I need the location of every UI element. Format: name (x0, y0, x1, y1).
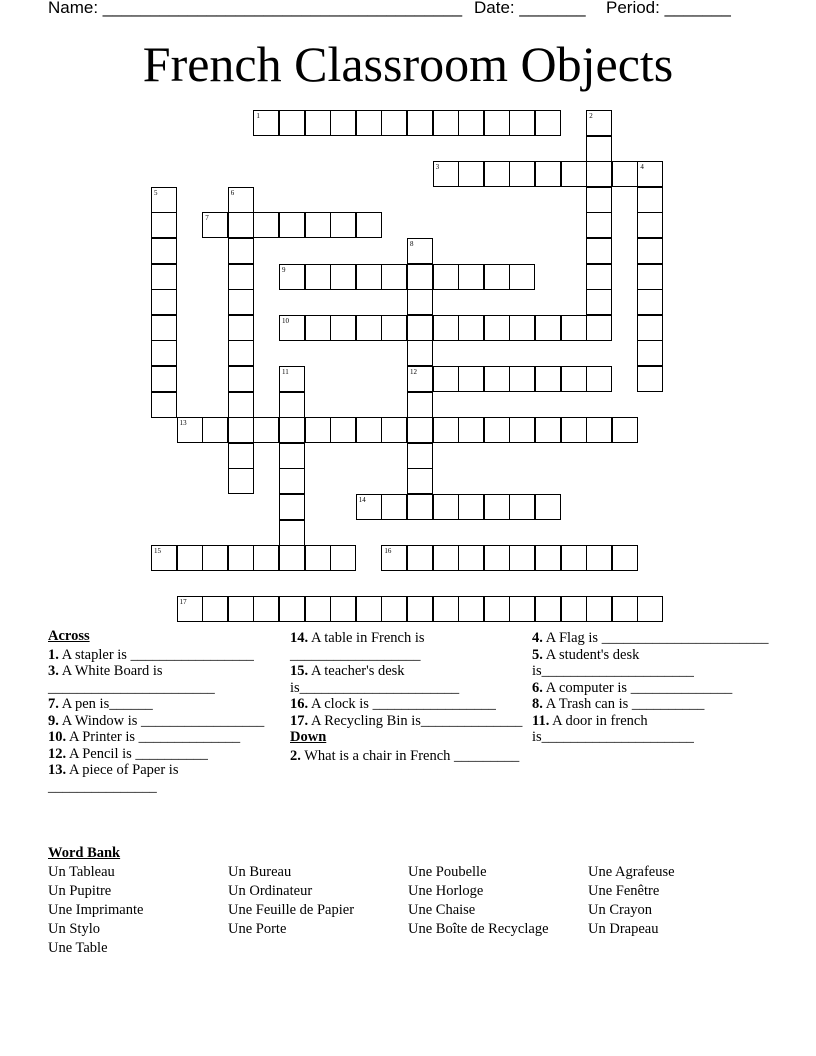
crossword-cell[interactable] (433, 264, 459, 290)
crossword-cell[interactable] (253, 545, 279, 571)
clue-text: A White Board is (58, 663, 163, 679)
clue-number-label: 2. (290, 747, 301, 764)
crossword-cell[interactable] (151, 340, 177, 366)
crossword-cell[interactable] (151, 238, 177, 264)
crossword-cell[interactable] (279, 366, 305, 392)
clue-item (48, 647, 288, 664)
crossword-cell[interactable] (433, 596, 459, 622)
crossword-cell[interactable] (586, 187, 612, 213)
clue-number-label: 14. (290, 630, 309, 646)
crossword-cell[interactable] (586, 264, 612, 290)
crossword-cell[interactable] (509, 417, 535, 443)
clue-text: A student's desk is (532, 646, 640, 679)
crossword-cell[interactable] (484, 545, 510, 571)
crossword-cell[interactable] (484, 417, 510, 443)
crossword-cell[interactable] (330, 417, 356, 443)
clue-number: 14 (358, 496, 366, 504)
answer-blank[interactable]: __________ (135, 745, 208, 762)
crossword-cell[interactable] (279, 468, 305, 494)
crossword-cell[interactable] (330, 110, 356, 136)
answer-blank[interactable]: ______________ (420, 712, 523, 729)
clue-text: What is a chair in French (300, 747, 455, 764)
clue-text: A computer is (542, 679, 631, 696)
crossword-cell[interactable] (586, 161, 612, 187)
crossword-cell[interactable] (612, 596, 638, 622)
crossword-cell[interactable] (151, 392, 177, 418)
crossword-cell[interactable] (305, 110, 331, 136)
clue-item (48, 713, 288, 730)
crossword-cell[interactable] (637, 212, 663, 238)
clue-number: 8 (410, 240, 414, 248)
clue-item (48, 696, 288, 713)
crossword-cell[interactable] (177, 417, 203, 443)
clue-number-label: 11. (532, 712, 550, 729)
crossword-cell[interactable] (228, 187, 254, 213)
clue-number-label: 7. (48, 696, 59, 712)
clue-number: 9 (282, 265, 286, 274)
crossword-cell[interactable] (561, 596, 587, 622)
clue-number-label: 13. (48, 762, 67, 778)
clue-number-label: 9. (48, 712, 59, 729)
clue-item (48, 746, 288, 763)
crossword-cell[interactable] (433, 161, 459, 187)
crossword-cell[interactable] (407, 468, 433, 494)
crossword-cell[interactable] (305, 315, 331, 341)
crossword-cell[interactable] (305, 417, 331, 443)
clue-text: A Recycling Bin is (308, 712, 421, 729)
clue-number-label: 12. (48, 745, 67, 762)
crossword-cell[interactable] (151, 289, 177, 315)
crossword-cell[interactable] (151, 315, 177, 341)
crossword-cell[interactable] (433, 110, 459, 136)
crossword-cell[interactable] (381, 494, 407, 520)
clue-number: 17 (179, 598, 187, 607)
crossword-cell[interactable] (637, 238, 663, 264)
crossword-cell[interactable] (279, 596, 305, 622)
clue-number: 15 (154, 547, 161, 556)
clue-number-label: 1. (48, 646, 59, 663)
crossword-cell[interactable] (433, 366, 459, 392)
crossword-cell[interactable] (330, 596, 356, 622)
crossword-cell[interactable] (637, 596, 663, 622)
crossword-cell[interactable] (637, 340, 663, 366)
word-bank-item: Un Pupitre (48, 883, 112, 899)
crossword-cell[interactable] (407, 264, 433, 290)
clue-text: A Printer is (66, 729, 139, 745)
crossword-cell[interactable] (330, 545, 356, 571)
clue-text: A Trash can is (542, 696, 632, 712)
word-bank-item: Une Porte (228, 921, 287, 937)
crossword-cell[interactable] (561, 315, 587, 341)
crossword-cell[interactable] (484, 366, 510, 392)
crossword-cell[interactable] (535, 545, 561, 571)
crossword-cell[interactable] (381, 545, 407, 571)
crossword-cell[interactable] (586, 212, 612, 238)
answer-blank[interactable]: ______________ (630, 679, 733, 696)
crossword-cell[interactable] (356, 110, 382, 136)
crossword-cell[interactable] (381, 110, 407, 136)
crossword-cell[interactable] (586, 289, 612, 315)
crossword-cell[interactable] (433, 315, 459, 341)
crossword-cell[interactable] (637, 264, 663, 290)
clue-item (532, 680, 772, 697)
crossword-cell[interactable] (151, 366, 177, 392)
crossword-cell[interactable] (535, 110, 561, 136)
crossword-cell[interactable] (151, 187, 177, 213)
crossword-cell[interactable] (356, 315, 382, 341)
crossword-cell[interactable] (407, 443, 433, 469)
crossword-cell[interactable] (433, 494, 459, 520)
crossword-cell[interactable] (458, 110, 484, 136)
crossword-cell[interactable] (381, 596, 407, 622)
crossword-cell[interactable] (561, 417, 587, 443)
clue-text: A piece of Paper is (66, 762, 179, 778)
crossword-cell[interactable] (637, 366, 663, 392)
crossword-cell[interactable] (381, 264, 407, 290)
crossword-cell[interactable] (509, 110, 535, 136)
crossword-cell[interactable] (356, 417, 382, 443)
clue-number: 7 (205, 214, 209, 223)
clue-number: 2 (589, 112, 593, 120)
crossword-cell[interactable] (458, 596, 484, 622)
answer-blank[interactable]: _____________________ (541, 729, 694, 745)
crossword-cell[interactable] (228, 545, 254, 571)
crossword-cell[interactable] (407, 494, 433, 520)
word-bank-item: Une Agrafeuse (588, 864, 675, 880)
clue-item (532, 630, 772, 647)
page-title: French Classroom Objects (142, 36, 674, 92)
across-clues-column-2 (290, 630, 530, 764)
crossword-cell[interactable] (177, 545, 203, 571)
crossword-cell[interactable] (535, 366, 561, 392)
clue-number-label: 16. (290, 696, 309, 712)
answer-blank[interactable]: _______________________ (48, 679, 215, 696)
crossword-cell[interactable] (612, 417, 638, 443)
answer-blank[interactable]: _____________________ (541, 663, 694, 679)
crossword-cell[interactable] (484, 596, 510, 622)
crossword-cell[interactable] (228, 392, 254, 418)
word-bank-item: Un Bureau (228, 864, 292, 880)
crossword-cell[interactable] (484, 264, 510, 290)
crossword-cell[interactable] (279, 212, 305, 238)
crossword-cell[interactable] (535, 161, 561, 187)
crossword-cell[interactable] (228, 289, 254, 315)
crossword-cell[interactable] (279, 110, 305, 136)
down-clues-column-3 (532, 630, 772, 746)
crossword-cell[interactable] (535, 417, 561, 443)
clue-text: A teacher's desk is (290, 663, 405, 696)
crossword-cell[interactable] (535, 596, 561, 622)
clue-number-label: 10. (48, 729, 67, 745)
crossword-cell[interactable] (253, 417, 279, 443)
crossword-cell[interactable] (407, 366, 433, 392)
crossword-cell[interactable] (586, 545, 612, 571)
crossword-cell[interactable] (433, 545, 459, 571)
crossword-cell[interactable] (356, 494, 382, 520)
crossword-cell[interactable] (279, 315, 305, 341)
crossword-cell[interactable] (484, 110, 510, 136)
clue-text: A Pencil is (66, 745, 136, 762)
crossword-cell[interactable] (253, 212, 279, 238)
crossword-cell[interactable] (509, 366, 535, 392)
crossword-cell[interactable] (228, 238, 254, 264)
crossword-cell[interactable] (407, 110, 433, 136)
crossword-cell[interactable] (586, 417, 612, 443)
crossword-cell[interactable] (202, 545, 228, 571)
crossword-cell[interactable] (586, 136, 612, 162)
crossword-cell[interactable] (151, 545, 177, 571)
clue-number: 4 (640, 163, 644, 172)
crossword-cell[interactable] (637, 315, 663, 341)
crossword-cell[interactable] (458, 161, 484, 187)
crossword-cell[interactable] (586, 315, 612, 341)
crossword-cell[interactable] (356, 596, 382, 622)
word-bank-item: Un Ordinateur (228, 883, 313, 899)
clue-number-label: 17. (290, 712, 309, 729)
crossword-cell[interactable] (228, 596, 254, 622)
clue-text: A clock is (308, 696, 373, 712)
word-bank-heading: Word Bank (48, 845, 121, 861)
crossword-cell[interactable] (279, 443, 305, 469)
crossword-cell[interactable] (228, 366, 254, 392)
crossword-cell[interactable] (228, 443, 254, 469)
crossword-cell[interactable] (356, 212, 382, 238)
clue-item (48, 663, 288, 696)
crossword-cell[interactable] (279, 264, 305, 290)
crossword-cell[interactable] (330, 264, 356, 290)
clue-number: 11 (282, 368, 289, 376)
clue-item (290, 696, 530, 713)
crossword-cell[interactable] (228, 417, 254, 443)
answer-blank[interactable]: ______________ (138, 729, 241, 745)
clue-text: A stapler is (58, 646, 131, 663)
clue-number-label: 5. (532, 646, 543, 663)
crossword-cell[interactable] (177, 596, 203, 622)
crossword-cell[interactable] (330, 315, 356, 341)
crossword-cell[interactable] (279, 417, 305, 443)
answer-blank[interactable]: _________________ (141, 712, 265, 729)
clue-item (532, 696, 772, 713)
crossword-cell[interactable] (228, 315, 254, 341)
clue-item (290, 663, 530, 696)
crossword-cell[interactable] (407, 417, 433, 443)
crossword-cell[interactable] (202, 596, 228, 622)
name-field-label: Name: ______________________________________ (48, 0, 463, 17)
crossword-cell[interactable] (151, 264, 177, 290)
crossword-cell[interactable] (407, 596, 433, 622)
clue-text: A Window is (58, 712, 142, 729)
word-bank-item: Un Tableau (48, 864, 115, 880)
crossword-cell[interactable] (458, 366, 484, 392)
crossword-cell[interactable] (228, 212, 254, 238)
crossword-cell[interactable] (637, 289, 663, 315)
across-clues-column-1 (48, 628, 288, 795)
clue-item (48, 729, 288, 746)
answer-blank[interactable]: _______________________ (601, 630, 769, 646)
clue-item (290, 748, 530, 765)
crossword-cell[interactable] (637, 161, 663, 187)
crossword-cell[interactable] (586, 238, 612, 264)
clue-number: 3 (435, 163, 440, 172)
crossword-cell[interactable] (202, 417, 228, 443)
clue-text: A table in French is (308, 630, 425, 646)
crossword-cell[interactable] (458, 417, 484, 443)
crossword-cell[interactable] (407, 315, 433, 341)
crossword-cell[interactable] (586, 366, 612, 392)
clue-number: 1 (256, 112, 260, 120)
clue-item (532, 647, 772, 680)
crossword-cell[interactable] (202, 212, 228, 238)
crossword-cell[interactable] (612, 161, 638, 187)
word-bank-item: Un Crayon (588, 902, 653, 918)
clue-number: 12 (410, 368, 417, 376)
answer-blank[interactable]: _________________ (372, 696, 496, 712)
crossword-cell[interactable] (228, 264, 254, 290)
crossword-cell[interactable] (279, 520, 305, 546)
clue-number: 13 (179, 419, 187, 428)
clue-number: 10 (282, 316, 289, 325)
clue-number-label: 6. (532, 679, 543, 696)
clue-text: A Flag is (542, 630, 602, 646)
crossword-cell[interactable] (509, 596, 535, 622)
crossword-cell[interactable] (407, 392, 433, 418)
word-bank-item: Une Feuille de Papier (228, 902, 355, 918)
word-bank-item: Une Boîte de Recyclage (408, 921, 549, 937)
word-bank (48, 844, 788, 956)
clue-number: 5 (154, 188, 158, 197)
clue-number-label: 15. (290, 663, 309, 679)
crossword-cell[interactable] (637, 187, 663, 213)
down-heading: Down (290, 729, 327, 745)
crossword-cell[interactable] (407, 289, 433, 315)
word-bank-item: Une Imprimante (48, 902, 144, 918)
answer-blank[interactable]: _________________ (130, 646, 254, 663)
clue-item (532, 713, 772, 746)
word-bank-item: Une Fenêtre (588, 883, 660, 899)
answer-blank[interactable]: ______ (109, 696, 153, 712)
crossword-cell[interactable] (279, 392, 305, 418)
crossword-cell[interactable] (458, 494, 484, 520)
crossword-cell[interactable] (433, 417, 459, 443)
crossword-cell[interactable] (612, 545, 638, 571)
crossword-cell[interactable] (381, 315, 407, 341)
clue-item (48, 762, 288, 795)
crossword-cell[interactable] (407, 238, 433, 264)
word-bank-item: Une Table (48, 940, 108, 956)
clue-number: 6 (230, 188, 235, 197)
crossword-cell[interactable] (279, 545, 305, 571)
word-bank-item: Une Poubelle (408, 864, 487, 880)
crossword-cell[interactable] (305, 596, 331, 622)
answer-blank[interactable]: _______________ (48, 778, 157, 795)
crossword-cell[interactable] (407, 340, 433, 366)
clue-number-label: 3. (48, 663, 59, 679)
crossword-cell[interactable] (305, 545, 331, 571)
clue-number-label: 8. (532, 696, 543, 712)
crossword-cell[interactable] (509, 315, 535, 341)
crossword-cell[interactable] (561, 545, 587, 571)
answer-blank[interactable]: ______________________ (299, 679, 460, 696)
word-bank-item: Un Drapeau (588, 921, 659, 937)
crossword-cell[interactable] (586, 596, 612, 622)
crossword-cell[interactable] (509, 494, 535, 520)
crossword-cell[interactable] (561, 366, 587, 392)
crossword-cell[interactable] (151, 212, 177, 238)
word-bank-item: Une Chaise (408, 902, 476, 918)
crossword-cell[interactable] (484, 494, 510, 520)
crossword-cell[interactable] (586, 110, 612, 136)
crossword-cell[interactable] (253, 596, 279, 622)
crossword-cell[interactable] (279, 494, 305, 520)
crossword-cell[interactable] (535, 315, 561, 341)
crossword-cell[interactable] (228, 468, 254, 494)
date-field-label: Date: _______ (474, 0, 586, 17)
crossword-cell[interactable] (458, 264, 484, 290)
crossword-cell[interactable] (407, 545, 433, 571)
crossword-cell[interactable] (305, 212, 331, 238)
crossword-cell[interactable] (228, 340, 254, 366)
clue-text: A door in french is (532, 712, 648, 745)
word-bank-item: Une Horloge (408, 883, 484, 899)
clue-number: 16 (384, 547, 392, 556)
word-bank-item: Un Stylo (48, 921, 100, 937)
crossword-cell[interactable] (305, 264, 331, 290)
clue-item (290, 630, 530, 663)
answer-blank[interactable]: __________________ (290, 646, 421, 663)
across-heading: Across (48, 628, 90, 644)
answer-blank[interactable]: _________ (454, 747, 520, 764)
crossword-cell[interactable] (458, 315, 484, 341)
crossword-cell[interactable] (381, 417, 407, 443)
period-field-label: Period: _______ (606, 0, 731, 17)
crossword-cell[interactable] (509, 545, 535, 571)
clue-number-label: 4. (532, 630, 543, 646)
crossword-cell[interactable] (458, 545, 484, 571)
crossword-cell[interactable] (253, 110, 279, 136)
crossword-cell[interactable] (484, 315, 510, 341)
crossword-cell[interactable] (484, 161, 510, 187)
crossword-cell[interactable] (356, 264, 382, 290)
crossword-cell[interactable] (561, 161, 587, 187)
crossword-cell[interactable] (509, 264, 535, 290)
clue-text: A pen is (58, 696, 110, 712)
clue-item (290, 713, 530, 730)
crossword-cell[interactable] (535, 494, 561, 520)
crossword-cell[interactable] (509, 161, 535, 187)
crossword-cell[interactable] (330, 212, 356, 238)
answer-blank[interactable]: __________ (631, 696, 705, 712)
